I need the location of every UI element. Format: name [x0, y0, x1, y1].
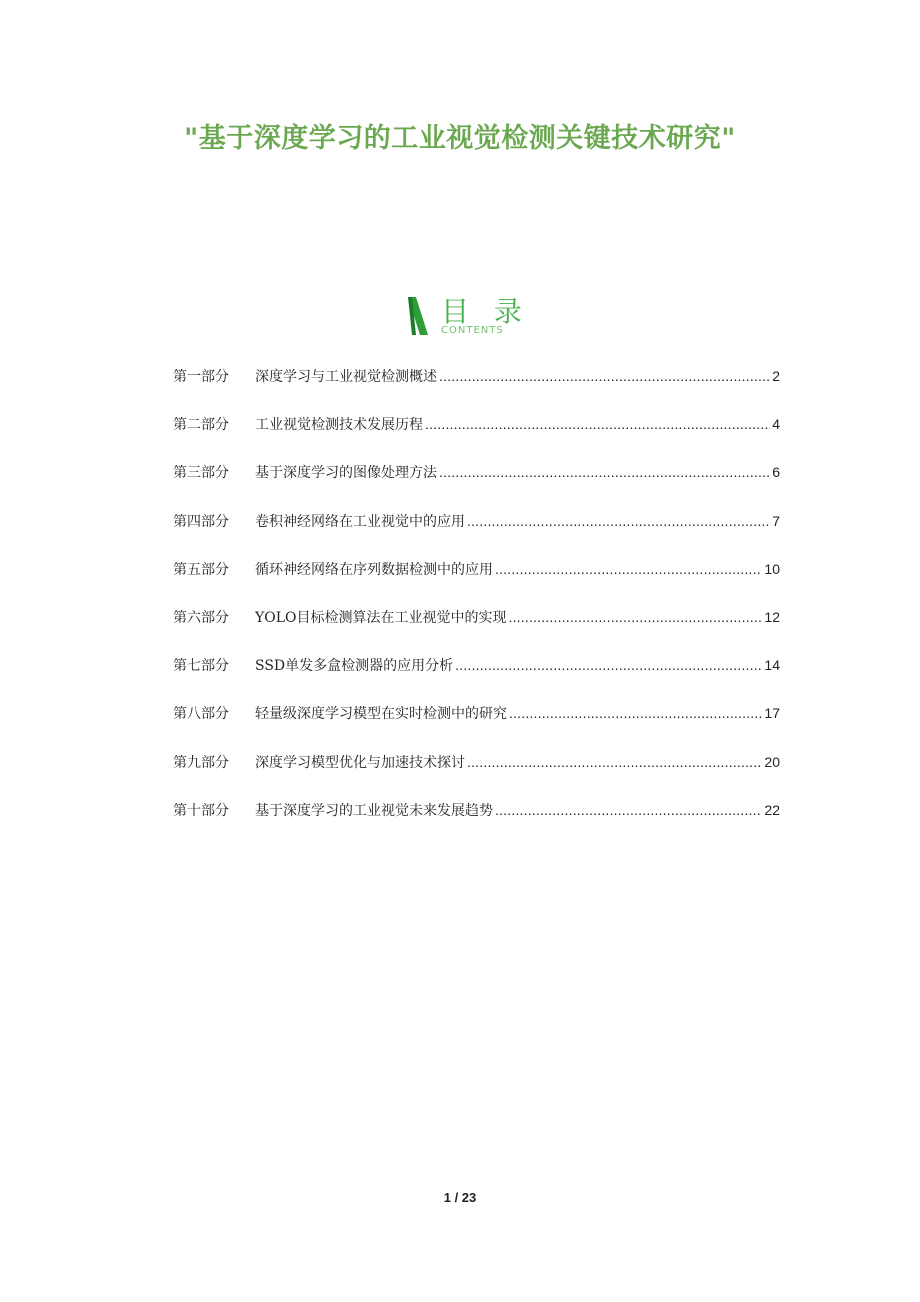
toc-entry-page: 20	[764, 753, 780, 770]
toc-entry-page: 6	[772, 464, 780, 481]
toc-entry-title: 深度学习与工业视觉检测概述	[255, 369, 437, 385]
toc-dot-leader	[495, 561, 762, 577]
toc-entry[interactable]	[173, 703, 780, 751]
toc-entry[interactable]	[173, 462, 780, 510]
page-indicator: 1 / 23	[443, 1190, 477, 1205]
toc-entry-part: 第十部分	[173, 802, 229, 819]
toc-entry[interactable]	[173, 607, 780, 655]
toc-entry-part: 第二部分	[173, 417, 229, 434]
toc-entry-page: 4	[772, 416, 780, 433]
toc-entry-part: 第九部分	[173, 754, 229, 771]
toc-entry-part: 第七部分	[173, 658, 229, 675]
toc-entry-page: 10	[764, 560, 780, 577]
toc-dot-leader	[509, 609, 763, 625]
toc-dot-leader	[425, 416, 770, 432]
toc-entry[interactable]	[173, 655, 780, 703]
toc-entry-part: 第五部分	[173, 561, 229, 578]
toc-entry-page: 7	[772, 512, 780, 529]
toc-entry-part: 第八部分	[173, 706, 229, 723]
toc-entry-title: SSD单发多盒检测器的应用分析	[255, 658, 454, 675]
toc-entry-page: 14	[764, 657, 780, 674]
toc-heading: 目 录	[441, 295, 530, 328]
toc-entry-title: 基于深度学习的图像处理方法	[255, 465, 437, 482]
toc-entry-title: 循环神经网络在序列数据检测中的应用	[255, 561, 493, 578]
toc-logo-icon	[407, 297, 429, 335]
toc-entry-part: 第一部分	[173, 369, 229, 385]
toc-entry[interactable]	[173, 366, 780, 414]
toc-entry-part: 第四部分	[173, 513, 229, 530]
toc-entry[interactable]	[173, 511, 780, 559]
toc-entry-title: YOLO目标检测算法在工业视觉中的实现	[255, 609, 507, 626]
toc-entry[interactable]	[173, 414, 780, 462]
toc-entry[interactable]	[173, 800, 780, 848]
toc-entry-part: 第六部分	[173, 609, 229, 626]
toc-entry-title: 工业视觉检测技术发展历程	[255, 417, 423, 434]
toc-dot-leader	[495, 802, 762, 818]
toc-dot-leader	[439, 464, 770, 480]
document-title: "基于深度学习的工业视觉检测关键技术研究"	[184, 123, 736, 154]
toc-subheading: CONTENTS	[441, 325, 504, 336]
toc-entry-page: 2	[772, 368, 780, 384]
toc-dot-leader	[467, 754, 762, 770]
toc-dot-leader	[467, 513, 770, 529]
toc-entry-page: 22	[764, 801, 780, 818]
toc-entry-title: 卷积神经网络在工业视觉中的应用	[255, 513, 465, 530]
toc-dot-leader	[439, 368, 770, 384]
toc-entry-part: 第三部分	[173, 465, 229, 482]
toc-dot-leader	[455, 657, 762, 673]
toc-entry[interactable]	[173, 752, 780, 800]
toc-entry-title: 深度学习模型优化与加速技术探讨	[255, 754, 465, 771]
toc-entry-title: 轻量级深度学习模型在实时检测中的研究	[255, 706, 507, 723]
toc-entry-title: 基于深度学习的工业视觉未来发展趋势	[255, 802, 493, 819]
toc-entry-page: 17	[764, 705, 780, 722]
toc-header	[407, 294, 530, 340]
table-of-contents	[173, 366, 780, 848]
toc-entry-page: 12	[764, 608, 780, 625]
toc-entry[interactable]	[173, 559, 780, 607]
toc-dot-leader	[509, 705, 762, 721]
